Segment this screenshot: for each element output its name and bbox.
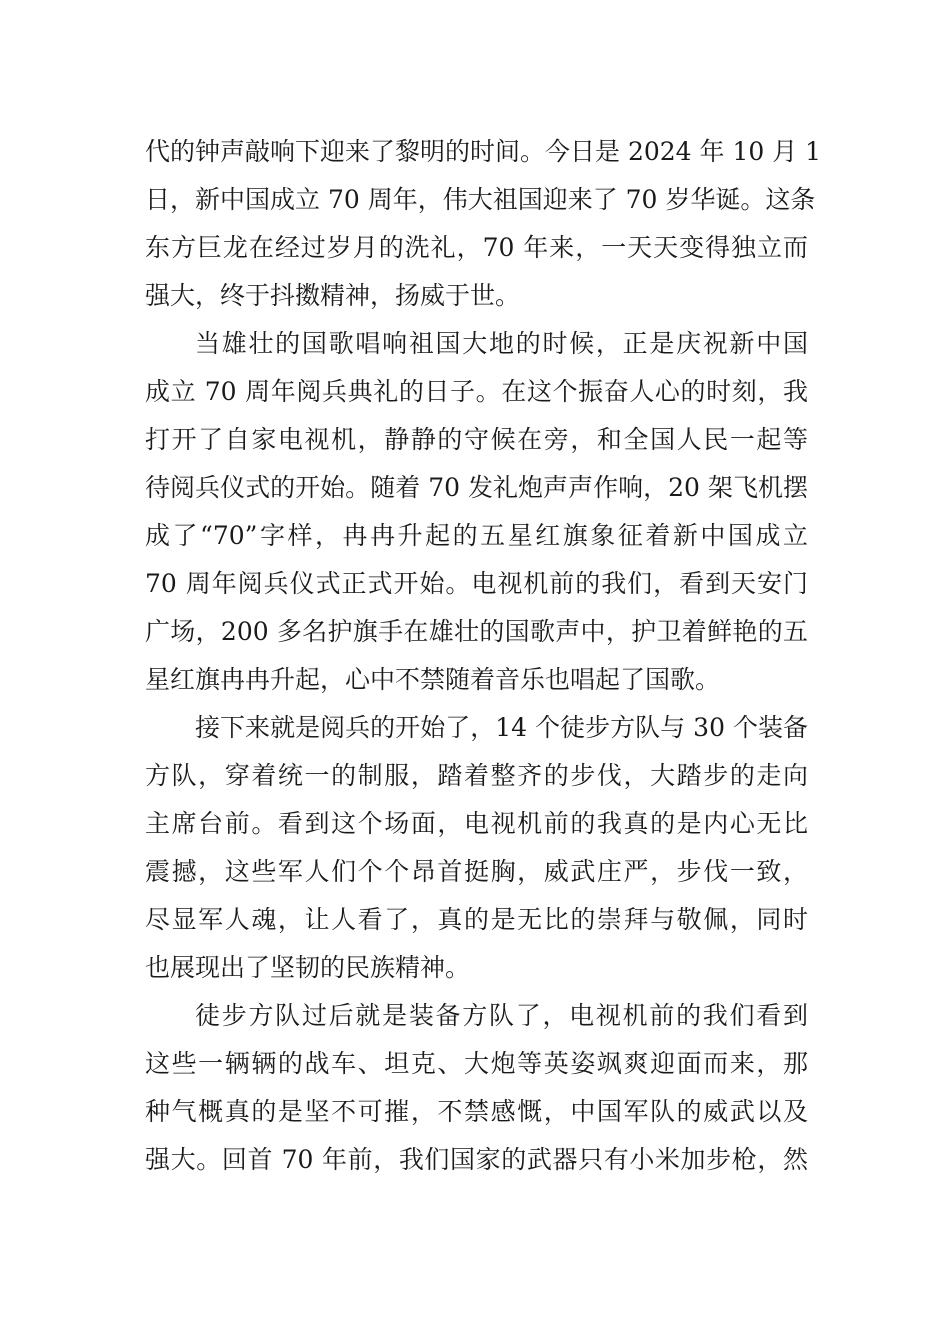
text-line: 70 周年阅兵仪式正式开始。电视机前的我们，看到天安门 [145, 569, 808, 598]
text-line: 打开了自家电视机，静静的守候在旁，和全国人民一起等 [145, 425, 808, 454]
text-line: 日，新中国成立 70 周年，伟大祖国迎来了 70 岁华诞。这条 [145, 185, 816, 214]
text-line: 种气概真的是坚不可摧，不禁感慨，中国军队的威武以及 [145, 1097, 808, 1126]
text-line: 徒步方队过后就是装备方队了，电视机前的我们看到 [195, 1001, 808, 1030]
document-body [145, 128, 822, 1184]
text-line: 广场，200 多名护旗手在雄壮的国歌声中，护卫着鲜艳的五 [145, 617, 808, 646]
text-line: 成了“70”字样，冉冉升起的五星红旗象征着新中国成立 [145, 521, 808, 550]
text-line: 星红旗冉冉升起，心中不禁随着音乐也唱起了国歌。 [145, 665, 721, 694]
text-line: 也展现出了坚韧的民族精神。 [145, 953, 471, 982]
text-line: 震撼，这些军人们个个昂首挺胸，威武庄严，步伐一致， [145, 857, 808, 886]
text-line: 接下来就是阅兵的开始了，14 个徒步方队与 30 个装备 [195, 713, 808, 742]
text-line: 这些一辆辆的战车、坦克、大炮等英姿飒爽迎面而来，那 [145, 1049, 808, 1078]
text-line: 东方巨龙在经过岁月的洗礼，70 年来，一天天变得独立而 [145, 233, 808, 262]
text-line: 成立 70 周年阅兵典礼的日子。在这个振奋人心的时刻，我 [145, 377, 808, 406]
text-line: 代的钟声敲响下迎来了黎明的时间。今日是 2024 年 10 月 1 [145, 137, 822, 166]
paragraph-1 [145, 128, 822, 320]
paragraph-2 [145, 320, 808, 704]
paragraph-3 [145, 704, 808, 992]
text-line: 主席台前。看到这个场面，电视机前的我真的是内心无比 [145, 809, 808, 838]
paragraph-4 [145, 992, 808, 1184]
text-line: 方队，穿着统一的制服，踏着整齐的步伐，大踏步的走向 [145, 761, 808, 790]
text-line: 待阅兵仪式的开始。随着 70 发礼炮声声作响，20 架飞机摆 [145, 473, 808, 502]
text-line: 强大，终于抖擞精神，扬威于世。 [145, 281, 521, 310]
text-line: 尽显军人魂，让人看了，真的是无比的崇拜与敬佩，同时 [145, 905, 808, 934]
text-line: 强大。回首 70 年前，我们国家的武器只有小米加步枪，然 [145, 1145, 808, 1174]
text-line: 当雄壮的国歌唱响祖国大地的时候，正是庆祝新中国 [195, 329, 808, 358]
